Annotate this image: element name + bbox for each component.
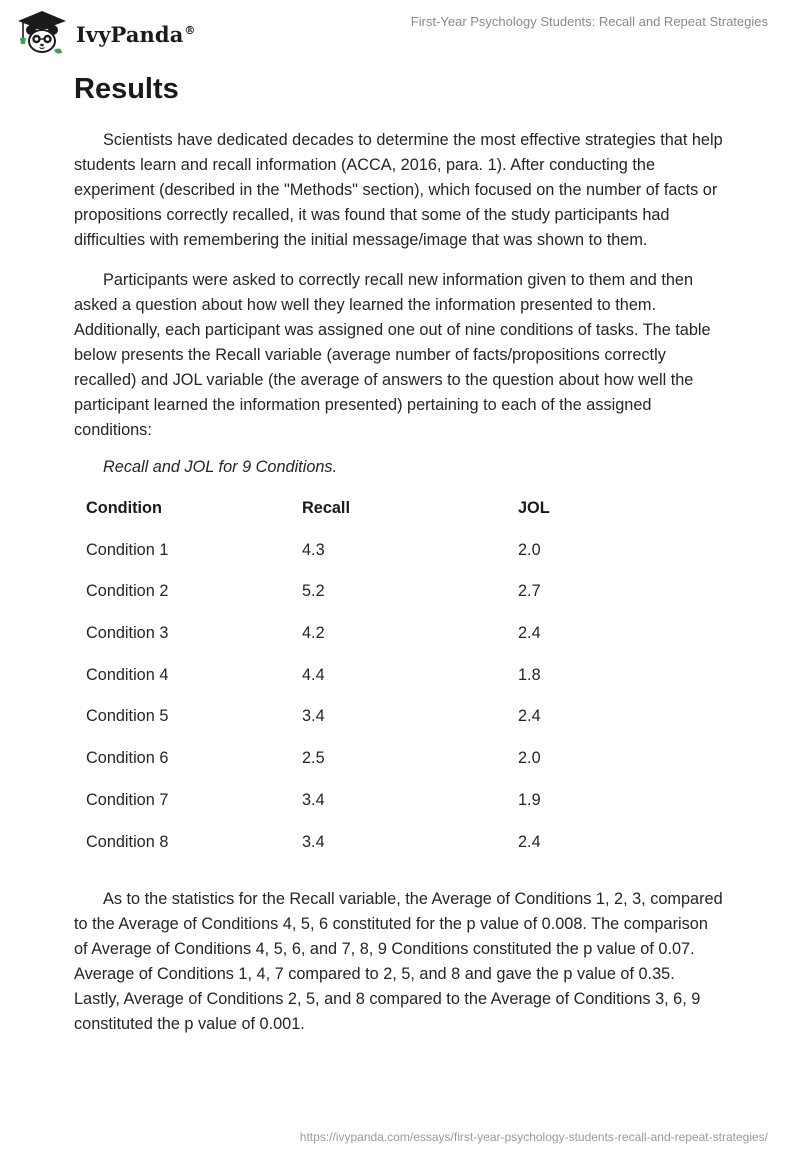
section-heading: Results (74, 73, 179, 105)
table-row (74, 788, 724, 830)
paragraph-method: Participants were asked to correctly recall new information given to them and then asked a question about how well they learned the information presented to them. Additionally, each participant was assigned one out of nine conditions of tasks. The table below presents the Recall variable (average number of facts/propositions correctly recalled) and JOL variable (the average of answers to the question about how well the participant learned the information presented) pertaining to each of the assigned conditions: (74, 271, 711, 439)
table-row (74, 663, 724, 705)
paragraph-intro: Scientists have dedicated decades to determine the most effective strategies that help students learn and recall information (ACCA, 2016, para. 1). After conducting the experiment (described in the "Methods" section), which focused on the number of facts or propositions correctly recalled, it was found that some of the study participants had difficulties with remembering the initial message/image that was shown to them. (74, 131, 723, 249)
recall-cell: 4.3 (302, 540, 325, 559)
jol-cell: 1.9 (518, 790, 541, 809)
jol-cell: 1.8 (518, 665, 541, 684)
recall-cell: 3.4 (302, 832, 325, 851)
table-row (74, 579, 724, 621)
panda-graduate-icon (14, 8, 70, 58)
source-url[interactable]: https://ivypanda.com/essays/first-year-psychology-students-recall-and-repeat-strategies/ (299, 1130, 768, 1144)
jol-cell: 2.0 (518, 749, 541, 768)
column-header-recall: Recall (302, 499, 350, 517)
column-header-condition: Condition (86, 499, 162, 517)
jol-cell: 2.7 (518, 582, 541, 601)
condition-cell: Condition 8 (86, 832, 169, 851)
table-row (74, 621, 724, 663)
recall-cell: 5.2 (302, 582, 325, 601)
table-row (74, 704, 724, 746)
condition-cell: Condition 3 (86, 624, 169, 643)
jol-cell: 2.4 (518, 832, 541, 851)
results-table (74, 496, 724, 871)
essay-content (74, 68, 724, 1052)
condition-cell: Condition 7 (86, 790, 169, 809)
table-row (74, 538, 724, 580)
table-header-row (74, 496, 724, 538)
document-title: First-Year Psychology Students: Recall and Repeat Strategies (410, 14, 768, 29)
registered-mark: ® (184, 23, 196, 37)
brand-name: IvyPanda® (76, 21, 196, 47)
recall-cell: 4.4 (302, 665, 325, 684)
condition-cell: Condition 4 (86, 665, 169, 684)
condition-cell: Condition 5 (86, 707, 169, 726)
ivypanda-logo[interactable] (14, 8, 196, 58)
condition-cell: Condition 2 (86, 582, 169, 601)
recall-cell: 3.4 (302, 790, 325, 809)
jol-cell: 2.4 (518, 707, 541, 726)
condition-cell: Condition 6 (86, 749, 169, 768)
paragraph-statistics: As to the statistics for the Recall variable, the Average of Conditions 1, 2, 3, compared to the Average of Conditions 4, 5, 6 constituted for the p value of 0.008. The comparison of Average of Conditions 4, 5, 6, and 7, 8, 9 Conditions constituted the p value of 0.07. Average of Conditions 1, 4, 7 compared to 2, 5, and 8 and gave the p value of 0.35. Lastly, Average of Conditions 2, 5, and 8 compared to the Average of Conditions 3, 6, 9 constituted the p value of 0.001. (74, 890, 723, 1034)
jol-cell: 2.4 (518, 624, 541, 643)
table-row (74, 830, 724, 872)
column-header-jol: JOL (518, 499, 550, 517)
recall-cell: 3.4 (302, 707, 325, 726)
table-row (74, 746, 724, 788)
condition-cell: Condition 1 (86, 540, 169, 559)
page-header (0, 0, 800, 60)
table-caption: Recall and JOL for 9 Conditions. (103, 458, 338, 476)
jol-cell: 2.0 (518, 540, 541, 559)
recall-cell: 2.5 (302, 749, 325, 768)
recall-cell: 4.2 (302, 624, 325, 643)
